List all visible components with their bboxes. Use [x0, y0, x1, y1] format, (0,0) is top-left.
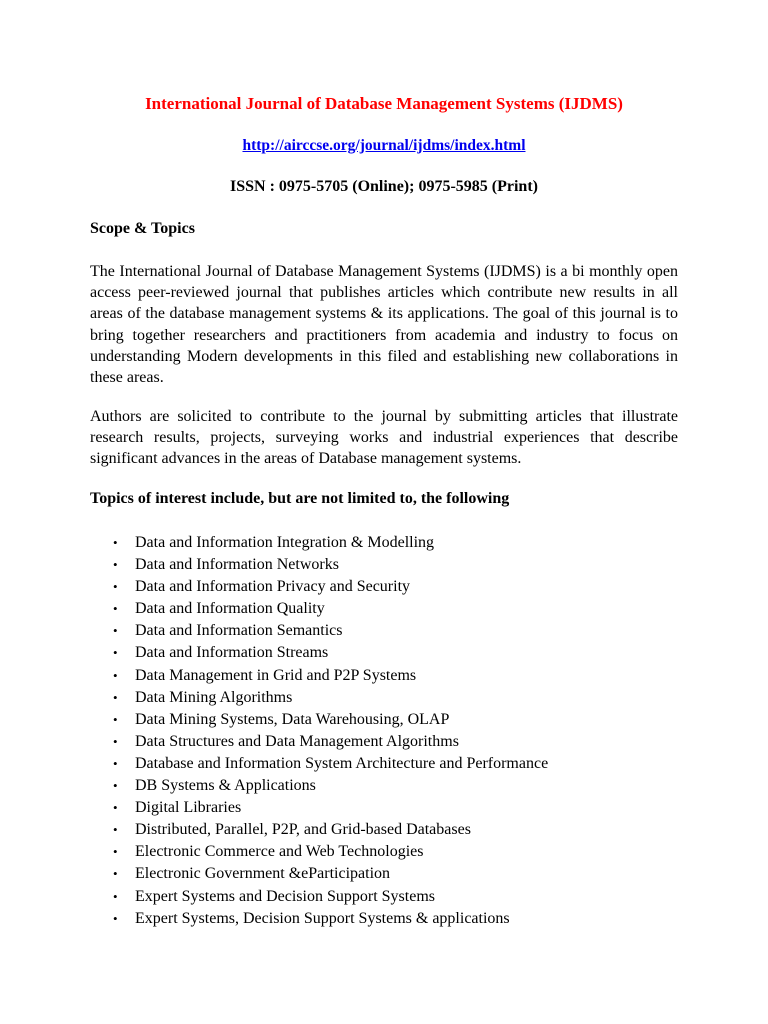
bullet-icon: • [113, 689, 118, 705]
bullet-icon: • [113, 645, 118, 661]
bullet-icon: • [113, 535, 118, 550]
topic-label: Electronic Commerce and Web Technologies [135, 843, 424, 861]
bullet-icon: • [113, 822, 118, 838]
bullet-icon: • [113, 800, 118, 816]
topic-label: Data Mining Systems, Data Warehousing, OLAP [135, 710, 450, 728]
topic-label: Digital Libraries [135, 799, 242, 817]
bullet-icon: • [113, 844, 118, 860]
bullet-icon: • [113, 667, 118, 683]
scope-paragraph-1: The International Journal of Database Management Systems (IJDMS) is a bi monthly open access peer-reviewed journal that publishes articles which contribute new results in all areas of the database management systems & its applications. The goal of this journal is to bring together researchers and practitioners from academia and industry to focus on understanding Modern developments in this filed and establishing new collaborations in these areas. [90, 263, 678, 387]
topic-label: Data Structures and Data Management Algorithms [135, 732, 459, 750]
scope-heading: Scope & Topics [90, 220, 195, 237]
topic-label: Expert Systems, Decision Support Systems & applications [135, 909, 510, 927]
bullet-icon: • [113, 733, 118, 749]
scope-paragraph-2: Authors are solicited to contribute to the journal by submitting articles that illustrate research results, projects, surveying works and industrial experiences that describe significant advances in the areas of Database management systems. [90, 408, 678, 468]
issn-line: ISSN : 0975-5705 (Online); 0975-5985 (Print) [230, 178, 538, 195]
bullet-icon: • [113, 755, 118, 771]
bullet-icon: • [113, 579, 118, 595]
bullet-icon: • [113, 557, 118, 573]
topic-label: Data and Information Integration & Modelling [135, 534, 435, 551]
bullet-icon: • [113, 888, 118, 904]
topic-label: Database and Information System Architecture and Performance [135, 754, 549, 772]
topic-label: Data and Information Quality [135, 600, 325, 618]
topic-label: Data Management in Grid and P2P Systems [135, 666, 417, 684]
bullet-icon: • [113, 601, 118, 617]
journal-title: International Journal of Database Management Systems (IJDMS) [145, 94, 623, 113]
bullet-icon: • [113, 778, 118, 794]
bullet-icon: • [113, 866, 118, 882]
bullet-icon: • [113, 623, 118, 639]
topic-label: Electronic Government &eParticipation [135, 865, 391, 883]
topic-label: Data Mining Algorithms [135, 688, 293, 706]
topic-label: Distributed, Parallel, P2P, and Grid-based Databases [135, 821, 471, 839]
journal-url-line [0, 136, 768, 156]
topics-heading: Topics of interest include, but are not limited to, the following [90, 490, 510, 507]
journal-url-link[interactable]: http://airccse.org/journal/ijdms/index.html [242, 137, 526, 154]
topic-label: DB Systems & Applications [135, 777, 316, 795]
topic-label: Data and Information Networks [135, 556, 339, 574]
topic-label: Data and Information Semantics [135, 622, 343, 640]
topic-label: Expert Systems and Decision Support Systems [135, 887, 435, 905]
bullet-icon: • [113, 711, 118, 727]
bullet-icon: • [113, 910, 118, 926]
topic-label: Data and Information Privacy and Security [135, 578, 411, 596]
topic-label: Data and Information Streams [135, 644, 329, 662]
